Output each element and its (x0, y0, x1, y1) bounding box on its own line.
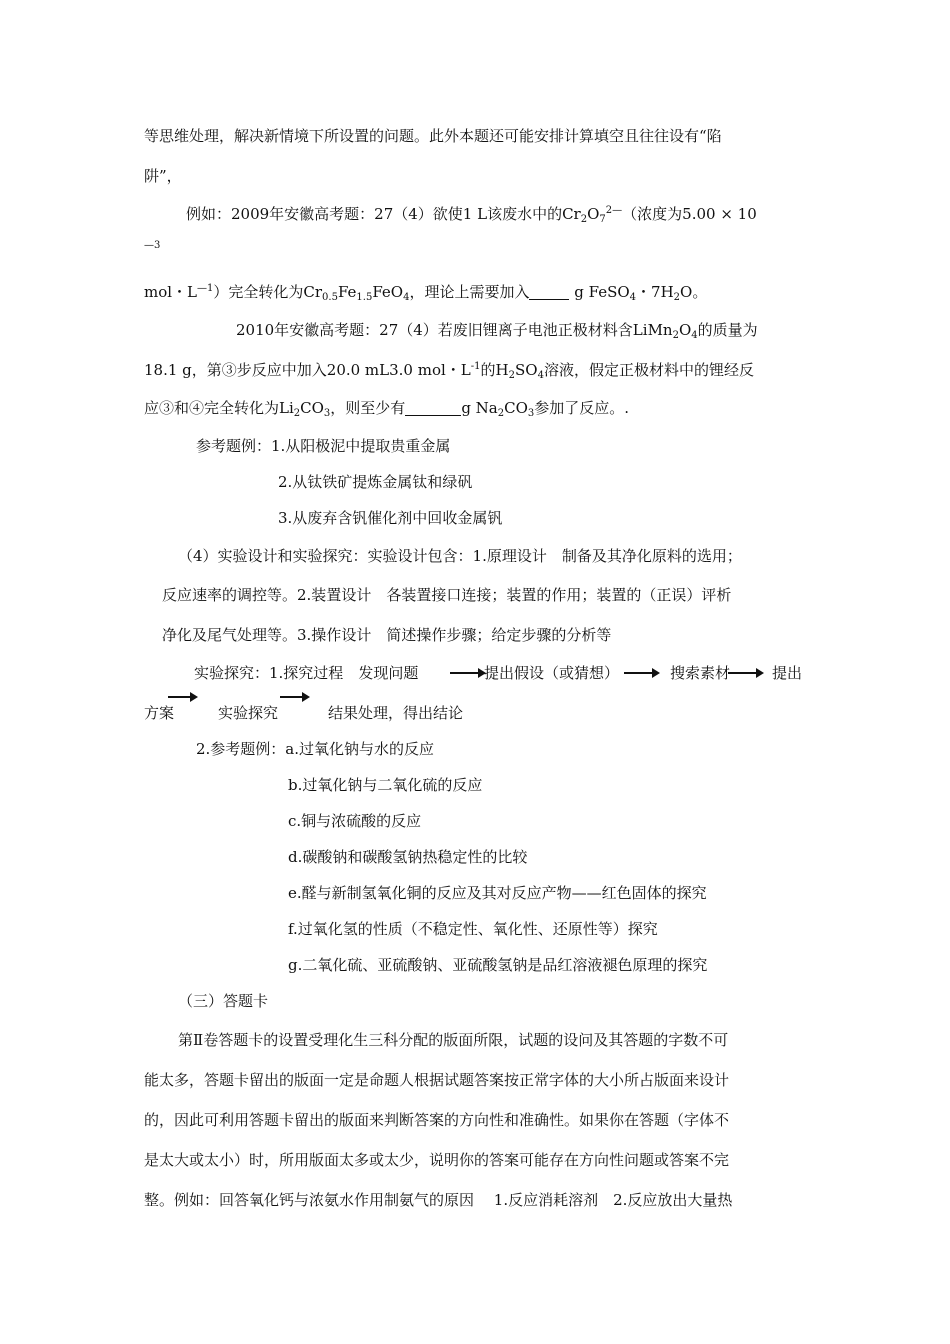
reference-item: 3.从废弃含钒催化剂中回收金属钒 (278, 509, 503, 527)
paragraph-line: 反应速率的调控等。2.装置设计 各装置接口连接；装置的作用；装置的（正误）评析 (162, 586, 732, 604)
flow-arrow-icon (728, 667, 764, 679)
reference-item: c.铜与浓硫酸的反应 (288, 812, 422, 830)
explore-step-experiment: 实验探究 (218, 704, 279, 722)
paragraph-line: 净化及尾气处理等。3.操作设计 简述操作步骤；给定步骤的分析等 (162, 626, 612, 644)
reference-title: 2.参考题例：a.过氧化钠与水的反应 (196, 740, 435, 758)
paragraph-line: 整。例如：回答氧化钙与浓氨水作用制氨气的原因 1.反应消耗溶剂 2.反应放出大量热 (144, 1191, 733, 1209)
paragraph-line: （4）实验设计和实验探究：实验设计包含：1.原理设计 制备及其净化原料的选用； (178, 547, 742, 565)
answer-blank[interactable] (529, 285, 569, 300)
section-heading: （三）答题卡 (178, 992, 269, 1010)
flow-arrow-icon (168, 691, 198, 703)
paragraph-line: 阱”， (144, 167, 182, 185)
example-2010-line1: 2010年安徽高考题：27（4）若废旧锂离子电池正极材料含$LiMn_2O_4$的质量为 (236, 321, 758, 341)
paragraph-line: 是太大或太小）时，所用版面太多或太少，说明你的答案可能存在方向性问题或答案不完 (144, 1151, 730, 1169)
explore-step-lead: 实验探究：1.探究过程 发现问题 (194, 664, 419, 682)
reference-item: e.醛与新制氢氧化铜的反应及其对反应产物——红色固体的探究 (288, 884, 707, 902)
paragraph-line: 的，因此可利用答题卡留出的版面来判断答案的方向性和准确性。如果你在答题（字体不 (144, 1111, 730, 1129)
reference-item: g.二氧化硫、亚硫酸钠、亚硫酸氢钠是品红溶液褪色原理的探究 (288, 956, 708, 974)
example-2010-line2: 18.1 g，第③步反应中加入20.0 mL3.0 mol・$L^{-1}$的$H_2SO_4$溶液，假定正极材料中的锂经反 (144, 361, 754, 381)
answer-blank[interactable] (405, 401, 461, 416)
explore-step-materials: 搜索素材 (670, 664, 731, 682)
example-2009-line1: 例如：2009年安徽高考题：27（4）欲使1 L该废水中的$Cr_2O_7^{2—}$（浓度为5.00 × 10 (186, 205, 757, 225)
paragraph-line: 第Ⅱ卷答题卡的设置受理化生三科分配的版面所限，试题的设问及其答题的字数不可 (178, 1031, 729, 1049)
reference-item: f.过氧化氢的性质（不稳定性、氧化性、还原性等）探究 (288, 920, 658, 938)
explore-step-propose: 提出 (772, 664, 803, 682)
flow-arrow-icon (280, 691, 310, 703)
reference-item: b.过氧化钠与二氧化硫的反应 (288, 776, 483, 794)
flow-arrow-icon (450, 667, 486, 679)
reference-title: 参考题例：1.从阳极泥中提取贵重金属 (196, 437, 451, 455)
example-2010-line3: 应③和④完全转化为$Li_2CO_3$，则至少有 g $Na_2CO_3$参加了反应。. (144, 399, 630, 419)
example-2009-line2: mol・$L^{—1}$）完全转化为$Cr_{0.5}Fe_{1.5}FeO_4$，理论上需要加入 g FeSO$_4$・$7H_2O$。 (144, 283, 708, 303)
flow-arrow-icon (624, 667, 660, 679)
reference-item: 2.从钛铁矿提炼金属钛和绿矾 (278, 473, 473, 491)
explore-step-hypothesis: 提出假设（或猜想） (484, 664, 620, 682)
explore-step-conclusion: 结果处理，得出结论 (328, 704, 464, 722)
explore-step-plan: 方案 (144, 704, 175, 722)
paragraph-line: 等思维处理，解决新情境下所设置的问题。此外本题还可能安排计算填空且往往设有“陷 (144, 127, 722, 145)
paragraph-line: 能太多，答题卡留出的版面一定是命题人根据试题答案按正常字体的大小所占版面来设计 (144, 1071, 730, 1089)
exponent-text: —3 (144, 240, 161, 251)
reference-item: d.碳酸钠和碳酸氢钠热稳定性的比较 (288, 848, 528, 866)
